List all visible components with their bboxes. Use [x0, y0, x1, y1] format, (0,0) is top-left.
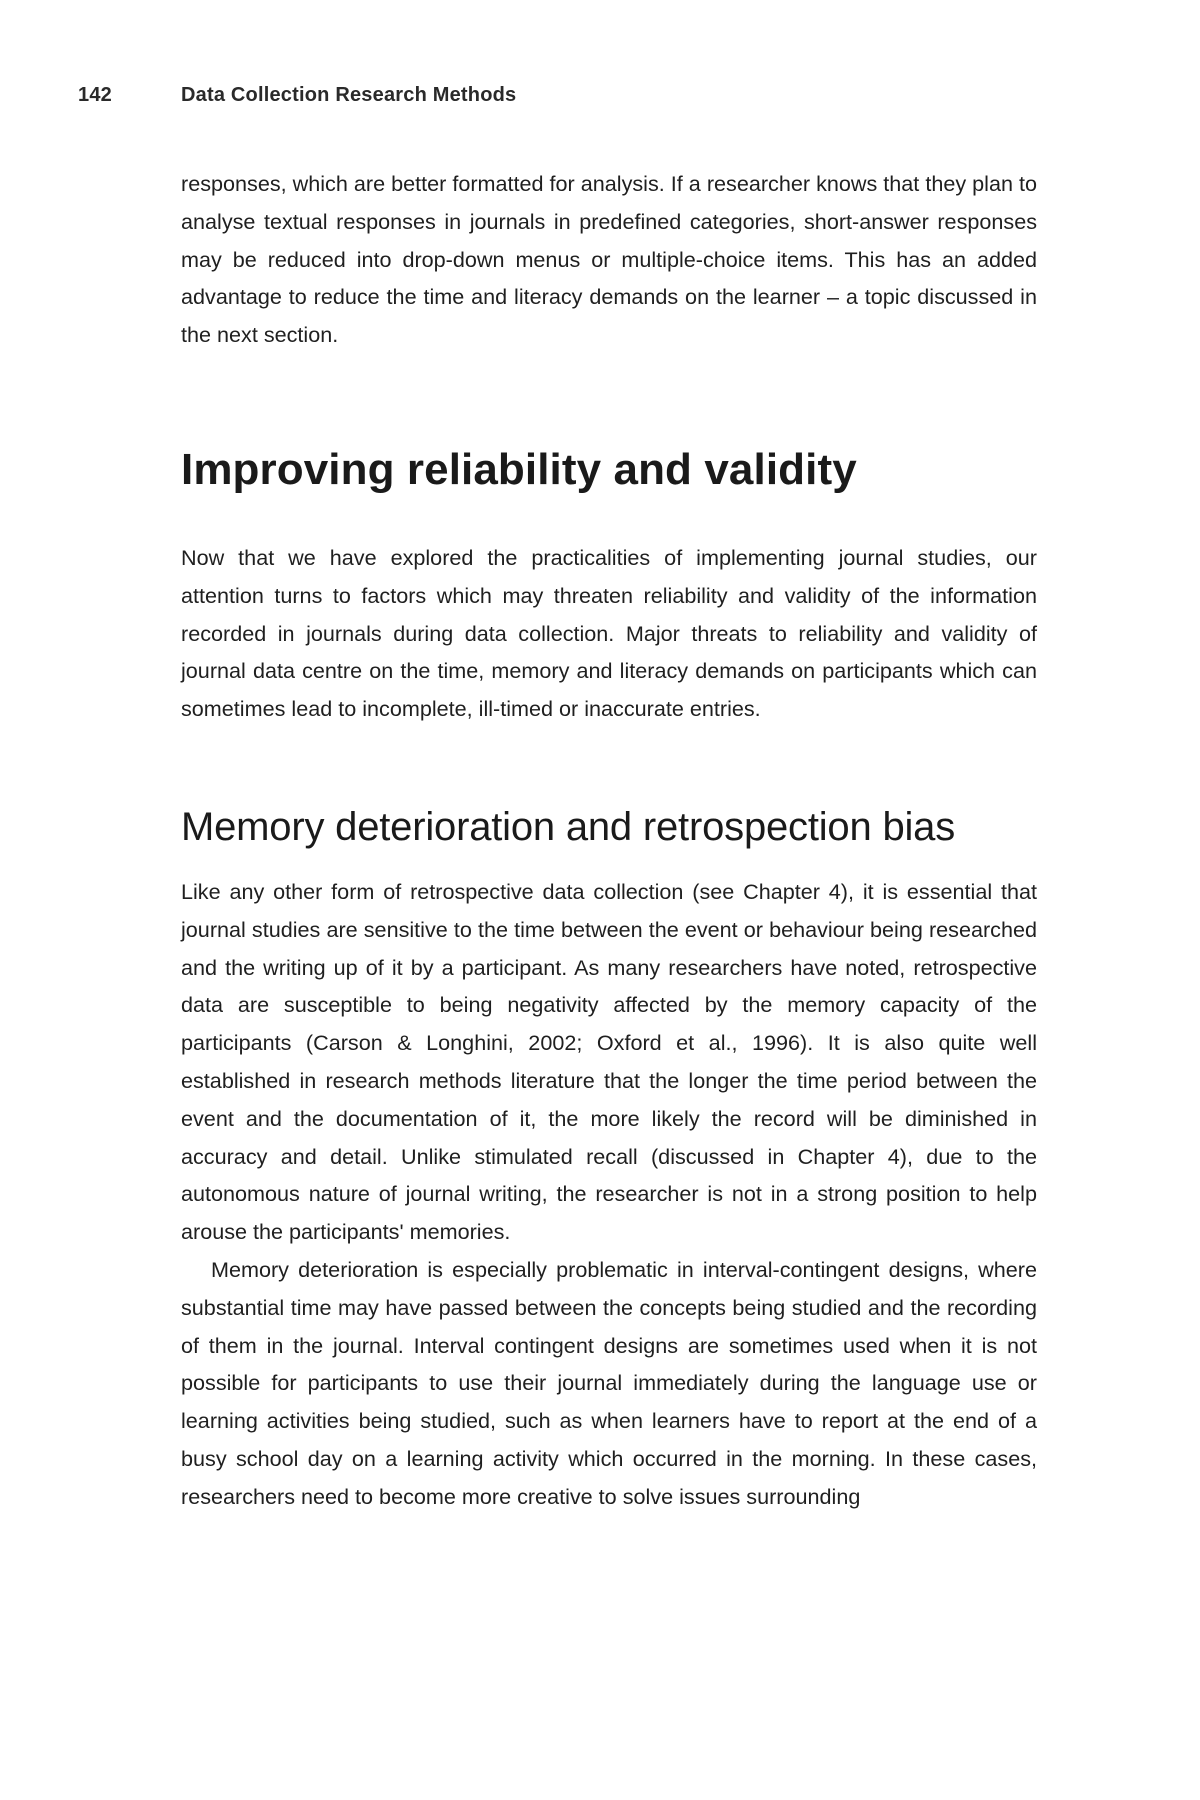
page-number: 142 — [78, 84, 112, 106]
subsection-paragraph-2: Memory deterioration is especially problematic in interval-contingent designs, where substantial time may have passed between the concepts being studied and the recording of them in the journal. Interval contingent designs are sometimes used when it is not possible for participants to use their journal immediately during the language use or learning activities being studied, such as when learners have to report at the end of a busy school day on a learning activity which occurred in the morning. In these cases, researchers need to become more creative to solve issues surrounding — [181, 1256, 1037, 1509]
subsection-heading: Memory deterioration and retrospection bias — [181, 804, 956, 849]
section-heading: Improving reliability and validity — [181, 444, 857, 494]
intro-paragraph: responses, which are better formatted for analysis. If a researcher knows that they plan to analyse textual responses in journals in predefined categories, short-answer responses may be reduced into drop-down menus or multiple-choice items. This has an added advantage to reduce the time and literacy demands on the learner – a topic discussed in the next section. — [181, 171, 1037, 348]
subsection-paragraph-1: Like any other form of retrospective data collection (see Chapter 4), it is essential that journal studies are sensitive to the time between the event or behaviour being researched and the writing up of it by a participant. As many researchers have noted, retrospective data are susceptible to being negativity affected by the memory capacity of the participants (Carson & Longhini, 2002; Oxford et al., 1996). It is also quite well established in research methods literature that the longer the time period between the event and the documentation of it, the more likely the record will be diminished in accuracy and detail. Unlike stimulated recall (discussed in Chapter 4), due to the autonomous nature of journal writing, the researcher is not in a strong position to help arouse the participants' memories. — [181, 878, 1037, 1245]
running-title: Data Collection Research Methods — [181, 84, 517, 106]
text-block — [181, 165, 1037, 1516]
running-header — [78, 84, 516, 107]
section-paragraph: Now that we have explored the practicalities of implementing journal studies, our attention turns to factors which may threaten reliability and validity of the information recorded in journals during data collection. Major threats to reliability and validity of journal data centre on the time, memory and literacy demands on participants which can sometimes lead to incomplete, ill-timed or inaccurate entries. — [181, 544, 1037, 722]
